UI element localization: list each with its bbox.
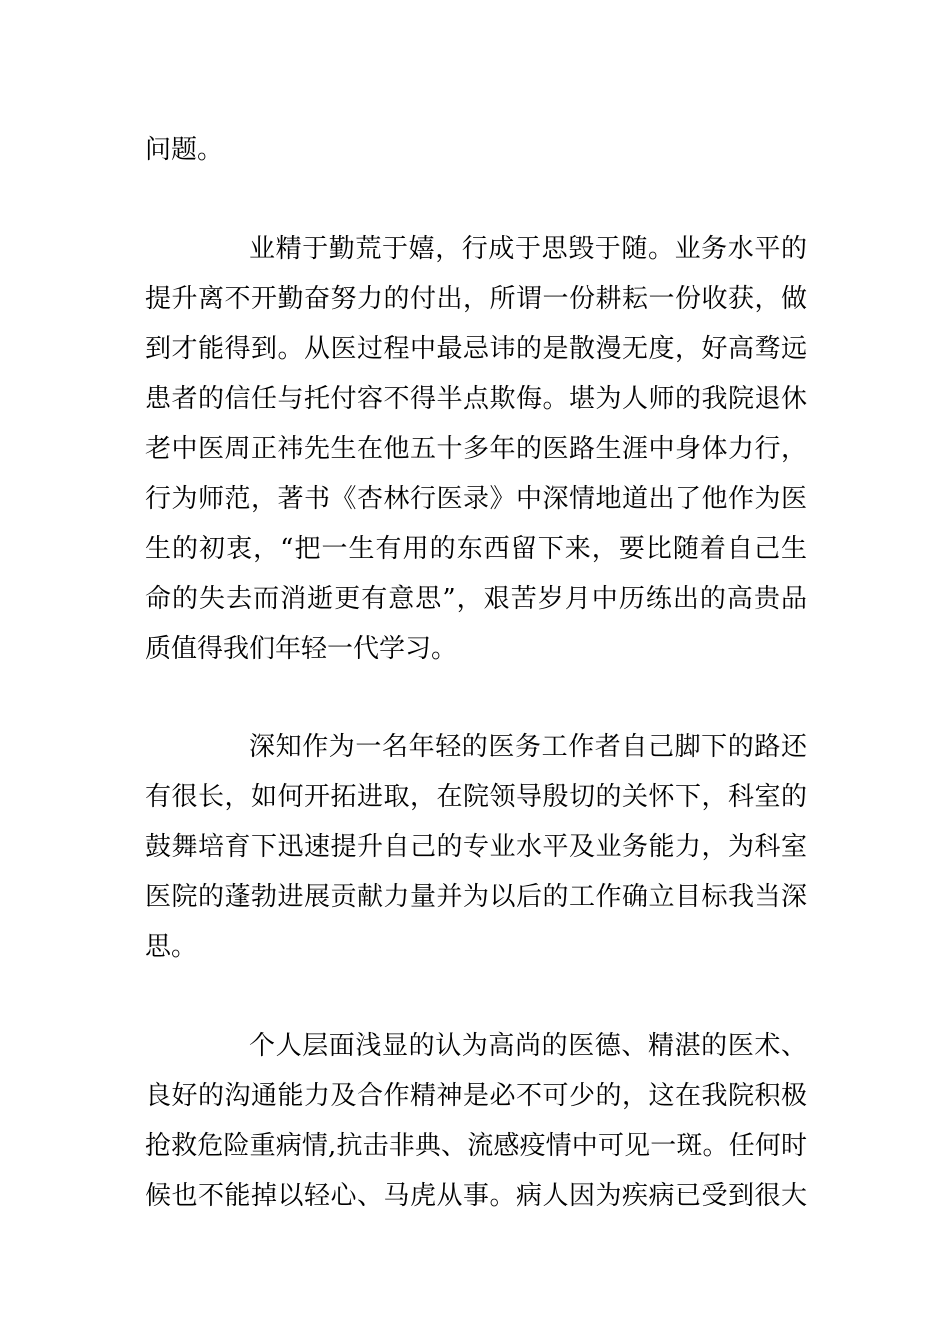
paragraph-4-line-4: 候也不能掉以轻心、马虎从事。病人因为疾病已受到很大 [145,1181,807,1211]
paragraph-2-line-6: 行为师范，著书《杏林行医录》中深情地道出了他作为医 [145,484,807,514]
paragraph-2-line-7: 生的初衷，“把一生有用的东西留下来，要比随着自己生 [145,534,807,564]
paragraph-3-line-2: 有很长，如何开拓进取，在院领导殷切的关怀下，科室的 [145,782,807,812]
paragraph-3-line-5: 思。 [145,932,198,962]
paragraph-4-line-2: 良好的沟通能力及合作精神是必不可少的，这在我院积极 [145,1081,807,1111]
paragraph-2-line-1: 业精于勤荒于嬉，行成于思毁于随。业务水平的 [249,234,807,264]
paragraph-2-line-3: 到才能得到。从医过程中最忌讳的是散漫无度，好高骛远 [145,334,807,364]
paragraph-2-line-9: 质值得我们年轻一代学习。 [145,634,458,664]
paragraph-1-line-1: 问题。 [145,135,224,165]
paragraph-2-line-8: 命的失去而消逝更有意思”，艰苦岁月中历练出的高贵品 [145,584,807,614]
paragraph-2-line-2: 提升离不开勤奋努力的付出，所谓一份耕耘一份收获，做 [145,284,807,314]
paragraph-4-line-1: 个人层面浅显的认为高尚的医德、精湛的医术、 [249,1031,807,1061]
paragraph-4-line-3: 抢救危险重病情,抗击非典、流感疫情中可见一斑。任何时 [145,1131,807,1161]
paragraph-3-line-1: 深知作为一名年轻的医务工作者自己脚下的路还 [249,732,807,762]
paragraph-2-line-5: 老中医周正祎先生在他五十多年的医路生涯中身体力行， [145,434,807,464]
paragraph-2-line-4: 患者的信任与托付容不得半点欺侮。堪为人师的我院退休 [145,384,807,414]
paragraph-3-line-4: 医院的蓬勃进展贡献力量并为以后的工作确立目标我当深 [145,882,807,912]
paragraph-3-line-3: 鼓舞培育下迅速提升自己的专业水平及业务能力，为科室 [145,832,807,862]
